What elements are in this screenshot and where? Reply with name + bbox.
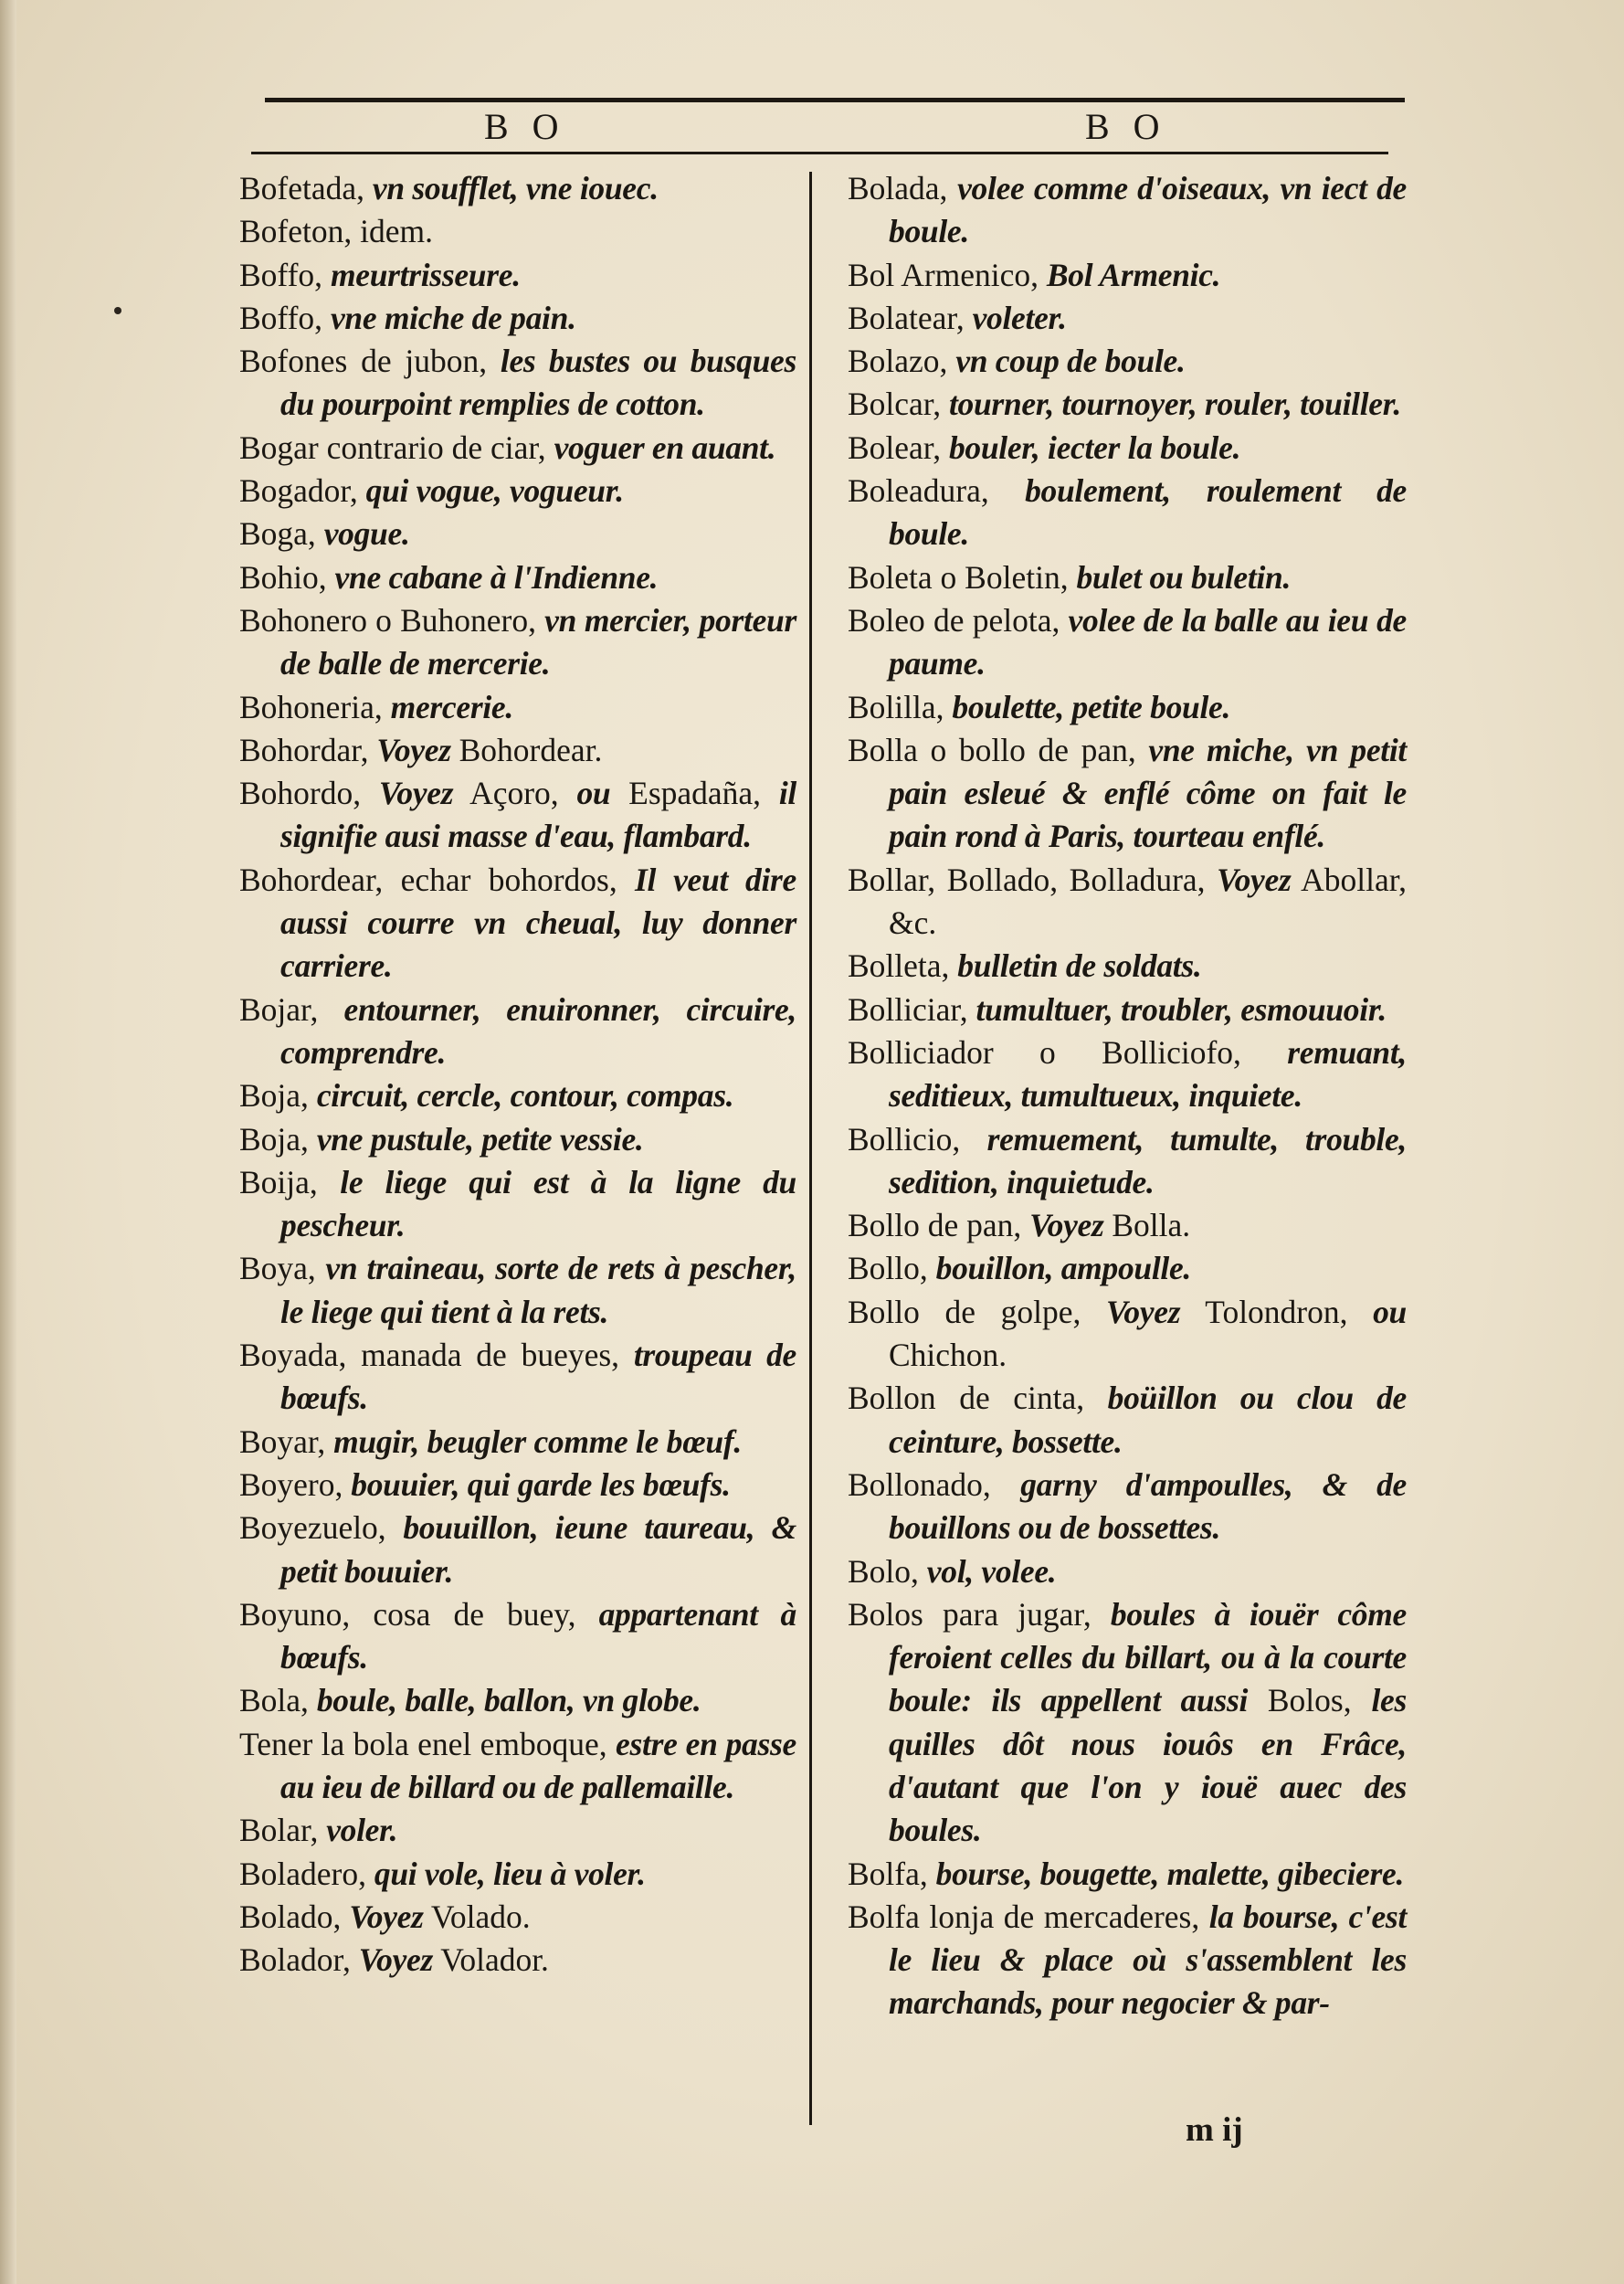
dictionary-entry bbox=[239, 427, 796, 470]
gloss: Voyez bbox=[1217, 861, 1292, 898]
dictionary-entry bbox=[848, 729, 1407, 859]
gloss: volee comme d'oiseaux, vn iect de boule. bbox=[889, 170, 1407, 250]
headword: Boyezuelo, bbox=[239, 1509, 404, 1547]
dictionary-entry bbox=[239, 340, 796, 427]
gloss: vn mercier, porteur de balle de mercerie. bbox=[280, 601, 797, 682]
headword: Bogar contrario de ciar, bbox=[239, 428, 554, 466]
gloss: tourner, tournoyer, rouler, touiller. bbox=[948, 386, 1401, 423]
headword: Bollonado, bbox=[848, 1465, 1021, 1503]
dictionary-entry bbox=[848, 599, 1407, 686]
headword: Boyuno, cosa de buey, bbox=[239, 1595, 599, 1633]
gloss: qui vole, lieu à voler. bbox=[374, 1855, 646, 1892]
entry-text: Chichon. bbox=[889, 1337, 1007, 1374]
dictionary-entry bbox=[239, 1247, 796, 1334]
gloss: estre en passe au ieu de billard ou de pallemaille. bbox=[280, 1725, 796, 1805]
headword: Bolatear, bbox=[848, 299, 973, 336]
gloss: troupeau de bœufs. bbox=[280, 1337, 796, 1417]
dictionary-entry bbox=[848, 1853, 1407, 1896]
headword: Boffo, bbox=[239, 256, 331, 293]
gloss: vol, volee. bbox=[926, 1552, 1057, 1590]
headword: Bolfa lonja de mercaderes, bbox=[848, 1898, 1209, 1935]
headword: Boyar, bbox=[239, 1422, 334, 1460]
headword: Bofones de jubon, bbox=[239, 343, 501, 380]
gloss: mercerie. bbox=[390, 688, 513, 725]
gloss: le liege qui est à la ligne du pescheur. bbox=[280, 1163, 797, 1244]
headword: Bolada, bbox=[848, 170, 958, 206]
gloss: volee de la balle au ieu de paume. bbox=[889, 601, 1407, 682]
dictionary-entry bbox=[848, 340, 1407, 383]
dictionary-entry bbox=[239, 513, 796, 555]
dictionary-entry bbox=[239, 686, 796, 729]
ink-speck bbox=[114, 307, 121, 314]
gloss: remuement, tumulte, trouble, sedition, inquietude. bbox=[889, 1120, 1408, 1200]
dictionary-entry bbox=[239, 989, 796, 1075]
gloss: bouuillon, ieune taureau, & petit bouuier. bbox=[280, 1509, 796, 1590]
dictionary-entry bbox=[239, 167, 796, 210]
gloss: boulette, petite boule. bbox=[952, 688, 1231, 725]
headword: Boija, bbox=[239, 1163, 341, 1200]
dictionary-entry bbox=[848, 1118, 1407, 1205]
dictionary-entry bbox=[848, 945, 1407, 988]
gloss: Voyez bbox=[349, 1898, 424, 1935]
dictionary-entry bbox=[848, 1550, 1407, 1593]
headword: Bolo, bbox=[848, 1552, 927, 1590]
gloss: vne cabane à l'Indienne. bbox=[334, 558, 659, 596]
gloss: les quilles dôt nous iouôs en Frâce, d'autant que l'on y iouë auec des boules. bbox=[889, 1682, 1407, 1849]
dictionary-entry bbox=[848, 470, 1407, 556]
dictionary-entry bbox=[239, 210, 796, 253]
gloss: ou bbox=[1373, 1293, 1408, 1330]
headword: Boja, bbox=[239, 1120, 317, 1158]
dictionary-entry bbox=[848, 1204, 1407, 1247]
headword: Bolleta, bbox=[848, 947, 958, 985]
headword: Boja, bbox=[239, 1077, 317, 1115]
headword: Bollicio, bbox=[848, 1120, 987, 1158]
headword: Bollo, bbox=[848, 1250, 936, 1287]
headword: Bohonero o Buhonero, bbox=[239, 601, 545, 639]
gloss: tumultuer, troubler, esmouuoir. bbox=[975, 990, 1387, 1028]
dictionary-entry bbox=[239, 1853, 796, 1896]
headword: Bohio, bbox=[239, 558, 335, 596]
gloss: Voyez bbox=[1105, 1293, 1181, 1330]
gloss: voleter. bbox=[972, 299, 1067, 336]
dictionary-entry bbox=[239, 859, 796, 989]
dictionary-entry bbox=[239, 772, 796, 859]
column-rule bbox=[809, 172, 812, 2125]
dictionary-entry bbox=[848, 1247, 1407, 1290]
gloss: Bol Armenic. bbox=[1046, 256, 1221, 293]
gloss: vn coup de boule. bbox=[955, 343, 1186, 380]
dictionary-entry bbox=[239, 470, 796, 513]
gloss: remuant, seditieux, tumultueux, inquiete. bbox=[889, 1033, 1407, 1115]
dictionary-entry bbox=[239, 1507, 796, 1593]
headword: Bollar, Bollado, Bolladura, bbox=[848, 861, 1218, 898]
dictionary-entry bbox=[239, 1939, 796, 1982]
gloss: vogue. bbox=[323, 515, 410, 553]
headword: Bohordear, echar bohordos, bbox=[239, 861, 636, 898]
headword: Boleo de pelota, bbox=[848, 601, 1069, 639]
entry-text: Volador. bbox=[433, 1941, 549, 1979]
dictionary-entry bbox=[848, 989, 1407, 1031]
page-edge bbox=[0, 0, 16, 2284]
dictionary-entry bbox=[239, 1074, 796, 1117]
gloss: vn soufflet, vne iouec. bbox=[372, 170, 659, 206]
headword: Bollon de cinta, bbox=[848, 1380, 1108, 1417]
gloss: mugir, beugler comme le bœuf. bbox=[333, 1422, 742, 1460]
dictionary-entry bbox=[239, 1464, 796, 1507]
dictionary-entry bbox=[848, 427, 1407, 470]
headword: Bollo de golpe, bbox=[848, 1293, 1106, 1330]
gloss: bouillon, ampoulle. bbox=[935, 1250, 1191, 1287]
headword: Boleadura, bbox=[848, 472, 1026, 510]
dictionary-entry bbox=[239, 1896, 796, 1939]
dictionary-entry bbox=[239, 1809, 796, 1852]
gloss: boule, balle, ballon, vn globe. bbox=[316, 1682, 701, 1719]
headword: Bofeton, idem. bbox=[239, 213, 433, 250]
gloss: les bustes ou busques du pourpoint remplies de cotton. bbox=[280, 343, 796, 423]
gloss: vne miche de pain. bbox=[330, 299, 576, 336]
gloss: Voyez bbox=[1029, 1207, 1104, 1244]
gloss: vn traineau, sorte de rets à pescher, le liege qui tient à la rets. bbox=[280, 1250, 796, 1330]
headword: Bofetada, bbox=[239, 170, 373, 206]
gloss: boüillon ou clou de ceinture, bossette. bbox=[889, 1380, 1407, 1460]
dictionary-entry bbox=[848, 1031, 1407, 1118]
headword: Bolos para jugar, bbox=[848, 1595, 1111, 1633]
headword: Bolazo, bbox=[848, 343, 956, 380]
dictionary-entry bbox=[239, 1118, 796, 1161]
headword: Bolliciar, bbox=[848, 990, 976, 1028]
gloss: entourner, enuironner, circuire, comprendre. bbox=[280, 990, 796, 1071]
dictionary-entry bbox=[239, 1723, 796, 1810]
dictionary-entry bbox=[239, 1593, 796, 1680]
gloss: la bourse, c'est le lieu & place où s'assemblent les marchands, pour negocier & par- bbox=[889, 1898, 1408, 2022]
top-rule bbox=[265, 98, 1405, 102]
gloss: bourse, bougette, malette, gibeciere. bbox=[935, 1855, 1405, 1892]
dictionary-entry bbox=[848, 297, 1407, 340]
headword: Bolear, bbox=[848, 428, 949, 466]
dictionary-entry bbox=[239, 254, 796, 297]
dictionary-entry bbox=[848, 1377, 1407, 1464]
headword: Bolar, bbox=[239, 1812, 327, 1849]
gloss: vne miche, vn petit pain esleué & enflé côme on fait le pain rond à Paris, tourteau enflé. bbox=[889, 731, 1407, 855]
headword: Boyada, manada de bueyes, bbox=[239, 1337, 634, 1374]
gloss: Il veut dire aussi courre vn cheual, luy donner carriere. bbox=[280, 861, 796, 985]
entry-text: Açoro, bbox=[453, 775, 577, 812]
gloss: voguer en auant. bbox=[554, 428, 776, 466]
header-rule bbox=[251, 152, 1388, 154]
gloss: Voyez bbox=[358, 1941, 434, 1979]
headword: Bogador, bbox=[239, 472, 366, 510]
gloss: boulement, roulement de boule. bbox=[889, 472, 1407, 553]
running-head-left: B O bbox=[484, 106, 566, 147]
dictionary-entry bbox=[848, 1291, 1407, 1378]
headword: Bolla o bollo de pan, bbox=[848, 731, 1149, 768]
entry-text: Bolos, bbox=[1248, 1682, 1372, 1719]
dictionary-entry bbox=[848, 686, 1407, 729]
headword: Bojar, bbox=[239, 990, 344, 1028]
headword: Boffo, bbox=[239, 299, 331, 336]
dictionary-entry bbox=[239, 556, 796, 599]
running-head-right: B O bbox=[1085, 106, 1167, 147]
headword: Bollo de pan, bbox=[848, 1207, 1030, 1244]
gloss: qui vogue, vogueur. bbox=[365, 472, 624, 510]
dictionary-entry bbox=[848, 556, 1407, 599]
gloss: voler. bbox=[326, 1812, 398, 1849]
gloss: garny d'ampoulles, & de bouillons ou de bossettes. bbox=[889, 1465, 1407, 1547]
gloss: bulet ou buletin. bbox=[1076, 558, 1292, 596]
headword: Bolfa, bbox=[848, 1855, 936, 1892]
entry-text: Espadaña, bbox=[610, 775, 779, 812]
headword: Bohordar, bbox=[239, 731, 377, 768]
headword: Boya, bbox=[239, 1250, 326, 1287]
headword: Boga, bbox=[239, 515, 324, 553]
dictionary-entry bbox=[848, 167, 1407, 254]
dictionary-entry bbox=[239, 599, 796, 686]
headword: Bolilla, bbox=[848, 688, 953, 725]
dictionary-entry bbox=[239, 1679, 796, 1722]
headword: Bolador, bbox=[239, 1941, 359, 1979]
gloss: ou bbox=[576, 775, 611, 812]
headword: Bolcar, bbox=[848, 386, 949, 423]
gloss: bouler, iecter la boule. bbox=[948, 428, 1241, 466]
dictionary-entry bbox=[848, 1593, 1407, 1853]
dictionary-entry bbox=[848, 383, 1407, 426]
headword: Bolado, bbox=[239, 1898, 350, 1935]
entry-text: Bolla. bbox=[1103, 1207, 1191, 1244]
headword: Boladero, bbox=[239, 1855, 374, 1892]
dictionary-entry bbox=[848, 1896, 1407, 2025]
dictionary-entry bbox=[239, 1161, 796, 1248]
gloss: bulletin de soldats. bbox=[957, 947, 1202, 985]
gloss: Voyez bbox=[378, 775, 454, 812]
gloss: circuit, cercle, contour, compas. bbox=[316, 1077, 734, 1115]
headword: Bola, bbox=[239, 1682, 317, 1719]
dictionary-entry bbox=[239, 297, 796, 340]
gloss: Voyez bbox=[376, 731, 451, 768]
gloss: boules à iouër côme feroient celles du billart, ou à la courte boule: ils appellent aussi bbox=[889, 1595, 1407, 1719]
headword: Boyero, bbox=[239, 1465, 352, 1503]
dictionary-entry bbox=[848, 254, 1407, 297]
signature-mark: m ij bbox=[1186, 2111, 1243, 2149]
dictionary-entry bbox=[239, 1421, 796, 1464]
headword: Bol Armenico, bbox=[848, 256, 1047, 293]
dictionary-entry bbox=[239, 1334, 796, 1421]
entry-text: Volado. bbox=[423, 1898, 531, 1935]
dictionary-entry bbox=[848, 859, 1407, 946]
headword: Tener la bola enel emboque, bbox=[239, 1725, 617, 1762]
entry-text: Bohordear. bbox=[450, 731, 603, 768]
gloss: bouuier, qui garde les bœufs. bbox=[351, 1465, 731, 1503]
left-column bbox=[239, 167, 796, 1982]
gloss: meurtrisseure. bbox=[330, 256, 521, 293]
entry-text: Abollar, &c. bbox=[889, 861, 1408, 942]
headword: Bohoneria, bbox=[239, 688, 391, 725]
headword: Bolliciador o Bolliciofo, bbox=[848, 1033, 1288, 1071]
gloss: vne pustule, petite vessie. bbox=[316, 1120, 644, 1158]
headword: Bohordo, bbox=[239, 775, 379, 812]
dictionary-entry bbox=[848, 1464, 1407, 1550]
right-column bbox=[848, 167, 1407, 2025]
gloss: appartenant à bœufs. bbox=[280, 1595, 796, 1676]
gloss: il signifie ausi masse d'eau, flambard. bbox=[280, 775, 796, 855]
dictionary-entry bbox=[239, 729, 796, 772]
headword: Boleta o Boletin, bbox=[848, 558, 1077, 596]
entry-text: Tolondron, bbox=[1180, 1293, 1374, 1330]
